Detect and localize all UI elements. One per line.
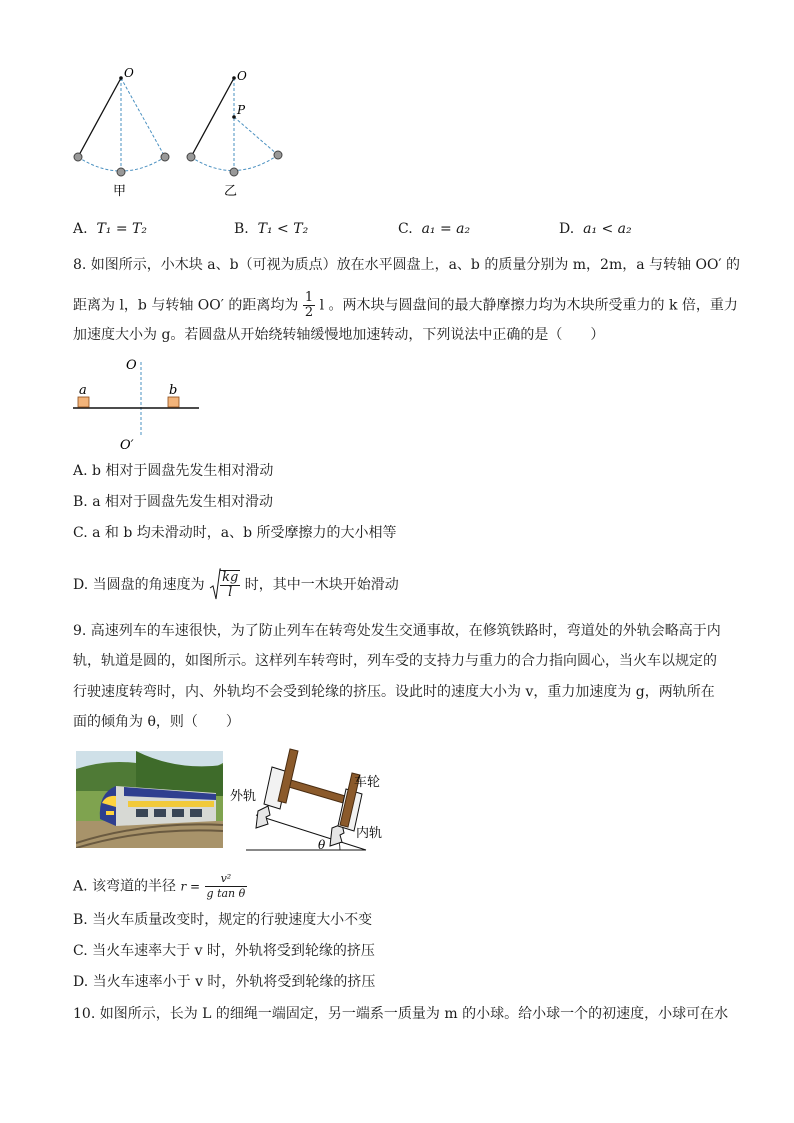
- q8-option-b: B. a 相对于圆盘先发生相对滑动: [73, 494, 273, 510]
- disc-label-b: b: [169, 383, 178, 398]
- q8-option-a: A. b 相对于圆盘先发生相对滑动: [73, 463, 274, 479]
- pendulum-label-o1: O: [124, 66, 134, 80]
- caption-jia: 甲: [113, 184, 127, 199]
- q9-line-4: 面的倾角为 θ，则（ ）: [73, 714, 240, 730]
- pendulum-label-o2: O: [237, 69, 247, 83]
- sqrt-expression: $\frac{kg}{l}$: [209, 568, 240, 602]
- pendulum-figure: [60, 60, 300, 205]
- radius-fraction: $\frac{\text{v²}}{\text{g tan θ}}$: [206, 872, 246, 900]
- q9-line-1: 9. 高速列车的车速很快，为了防止列车在转弯处发生交通事故，在修筑铁路时，弯道处的外轨会略高于内: [73, 623, 721, 639]
- q7-option-b: B. T₁ < T₂: [234, 221, 309, 237]
- q9-line-2: 轨，轨道是圆的，如图所示。这样列车转弯时，列车受的支持力与重力的合力指向圆心，当火车以规定的: [73, 653, 717, 669]
- q7-option-d: D. a₁ < a₂: [559, 221, 632, 237]
- label-wheel: 车轮: [354, 775, 381, 790]
- disc-label-o: O: [126, 358, 137, 373]
- q8-option-c: C. a 和 b 均未滑动时，a、b 所受摩擦力的大小相等: [73, 525, 397, 541]
- caption-yi: 乙: [224, 184, 238, 199]
- disc-figure: [65, 352, 215, 452]
- q8-line-1: 8. 如图所示，小木块 a、b（可视为质点）放在水平圆盘上，a、b 的质量分别为 m，2m，a 与转轴 OO′ 的: [73, 257, 741, 273]
- label-outer-rail: 外轨: [230, 789, 257, 804]
- q7-option-c: C. a₁ = a₂: [398, 221, 471, 237]
- label-theta: θ: [318, 838, 326, 852]
- q9-line-3: 行驶速度转弯时，内、外轨均不会受到轮缘的挤压。设此时的速度大小为 v，重力加速度为 g，两轨所在: [73, 684, 715, 700]
- q8-line-3: 加速度大小为 g。若圆盘从开始绕转轴缓慢地加速转动，下列说法中正确的是（ ）: [73, 327, 605, 343]
- train-photo: [76, 751, 223, 848]
- rail-diagram: [228, 745, 388, 853]
- pendulum-label-p: P: [237, 103, 246, 117]
- label-inner-rail: 内轨: [356, 826, 383, 841]
- q8-option-d: D. 当圆盘的角速度为 $\frac{kg}{l}$ 时，其中一木块开始滑动: [73, 570, 399, 600]
- disc-label-oprime: O′: [120, 438, 134, 452]
- q10-line-1: 10. 如图所示，长为 L 的细绳一端固定，另一端系一质量为 m 的小球。给小球一个的初速度，小球可在水: [73, 1006, 729, 1022]
- q9-option-d: D. 当火车速率小于 v 时，外轨将受到轮缘的挤压: [73, 974, 376, 990]
- q7-option-a: A. T₁ = T₂: [73, 221, 147, 237]
- q9-option-b: B. 当火车质量改变时，规定的行驶速度大小不变: [73, 912, 373, 928]
- q9-option-a: A. 该弯道的半径 r = $\frac{\text{v²}}{\text{g tan θ}}$: [73, 872, 246, 900]
- q8-line-2: 距离为 l，b 与转轴 OO′ 的距离均为 $\frac{1}{2}$ l 。两木块与圆盘间的最大静摩擦力均为木块所受重力的 k 倍，重力: [73, 290, 738, 320]
- fraction-half: $\frac{1}{2}$: [304, 290, 314, 320]
- disc-label-a: a: [79, 383, 87, 398]
- q9-option-c: C. 当火车速率大于 v 时，外轨将受到轮缘的挤压: [73, 943, 375, 959]
